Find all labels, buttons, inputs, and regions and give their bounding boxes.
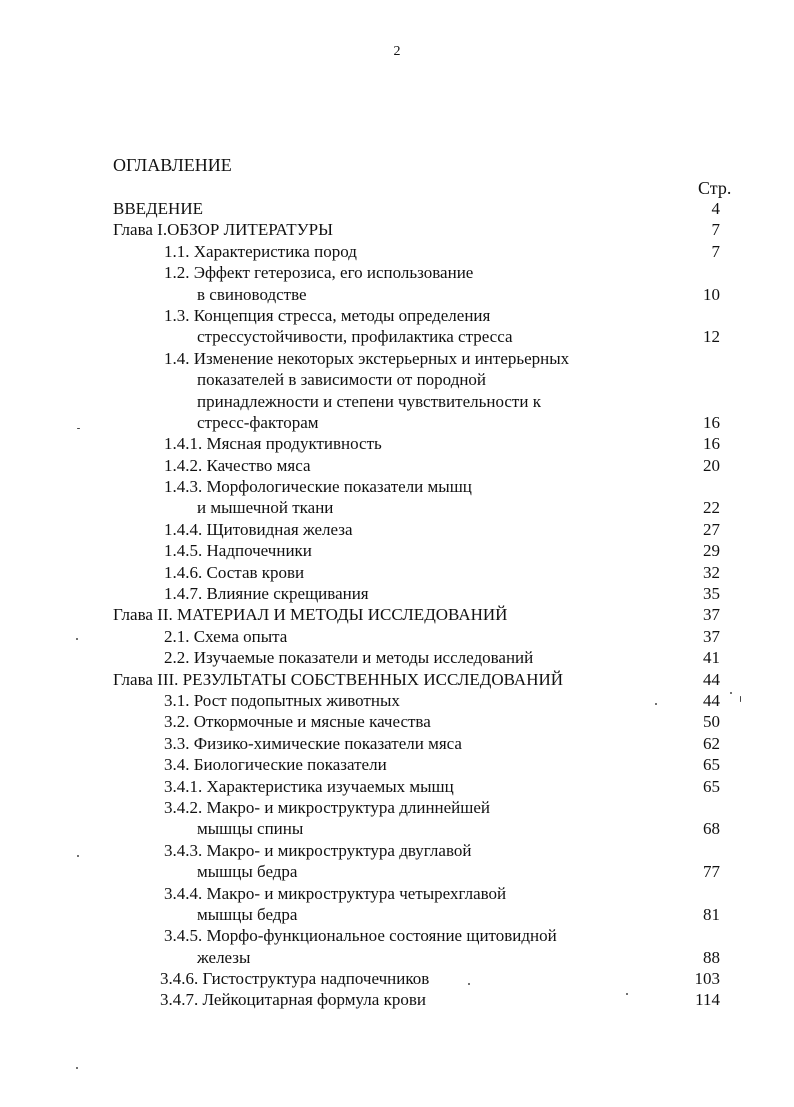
toc-entry-text: стресс-факторам [197,412,319,432]
toc-entry-text: 3.4.5. Морфо-функциональное состояние щитовидной [164,926,557,946]
toc-entry-text: показателей в зависимости от породной [197,370,487,390]
toc-entry [0,497,794,518]
toc-entry-text: в свиноводстве [197,284,307,304]
toc-entry-page: 37 [703,626,720,646]
toc-entry [0,968,794,989]
page-number: 2 [393,44,401,59]
toc-entry-page: 16 [703,412,720,432]
toc-entry [0,540,794,561]
toc-entry [0,369,794,390]
toc-entry [0,669,794,690]
toc-entry-text: 1.4.6. Состав крови [164,562,305,582]
toc-entry [0,262,794,283]
toc-entry [0,583,794,604]
toc-entry-page: 114 [695,990,720,1010]
toc-entry [0,241,794,262]
toc-entry-text: ВВЕДЕНИЕ [113,199,203,218]
toc-entry-page: 29 [703,541,720,561]
page-column-header: Стр. [698,178,732,198]
toc-entry-page: 62 [703,733,720,753]
toc-entry [0,776,794,797]
toc-entry-text: 1.4. Изменение некоторых экстерьерных и интерьерных [164,348,570,368]
toc-entry-page: 37 [703,605,720,625]
toc-entry-text: 3.4.2. Макро- и микроструктура длиннейшей [164,797,491,817]
toc-entry [0,391,794,412]
toc-entry-page: 41 [703,648,720,668]
toc-entry-text: 3.4.6. Гистоструктура надпочечников [160,969,430,989]
toc-entry-text: 3.1. Рост подопытных животных [164,690,400,710]
toc-entry-text: 1.4.5. Надпочечники [164,541,312,561]
toc-entry-page: 7 [711,241,720,261]
toc-entry [0,348,794,369]
toc-entry-text: стрессустойчивости, профилактика стресса [197,327,513,347]
toc-entry [0,690,794,711]
toc-entry [0,476,794,497]
toc-entry [0,711,794,732]
toc-entry [0,305,794,326]
toc-entry [0,733,794,754]
toc-entry-page: 12 [703,327,720,347]
toc-entry-page: 32 [703,562,720,582]
toc-entry-text: Глава II. МАТЕРИАЛ И МЕТОДЫ ИССЛЕДОВАНИЙ [113,605,508,625]
toc-entry-text: 3.4.4. Макро- и микроструктура четырехглавой [164,883,507,903]
toc-entry-page: 7 [711,220,720,240]
toc-entry-page: 10 [703,284,720,304]
toc-entry-page: 44 [703,669,720,689]
toc-entry-text: 2.2. Изучаемые показатели и методы исследований [164,648,534,668]
table-of-contents [0,198,794,1011]
toc-entry-text: и мышечной ткани [197,498,334,518]
toc-entry-page: 22 [703,498,720,518]
scan-speck [626,993,628,995]
toc-entry-text: Глава I.ОБЗОР ЛИТЕРАТУРЫ [113,220,333,240]
toc-entry-page: 65 [703,755,720,775]
toc-entry [0,284,794,305]
toc-entry [0,198,794,219]
toc-entry-page: 88 [703,947,720,967]
toc-entry [0,519,794,540]
scan-speck [76,1067,78,1069]
toc-title: ОГЛАВЛЕНИЕ [113,155,232,175]
toc-entry [0,626,794,647]
toc-entry-page: 68 [703,819,720,839]
toc-entry-page: 65 [703,776,720,796]
toc-entry-page: 44 [703,690,720,710]
toc-entry-text: Глава III. РЕЗУЛЬТАТЫ СОБСТВЕННЫХ ИССЛЕДОВАНИЙ [113,669,564,689]
toc-entry-page: 16 [703,434,720,454]
toc-entry-text: 1.4.7. Влияние скрещивания [164,584,369,604]
toc-entry-page: 35 [703,584,720,604]
toc-entry [0,562,794,583]
scan-speck [468,983,470,985]
toc-entry [0,797,794,818]
scan-speck [77,855,79,857]
toc-entry-page: 50 [703,712,720,732]
toc-entry-page: 77 [703,862,720,882]
toc-entry [0,219,794,240]
toc-entry [0,989,794,1010]
toc-entry-text: 1.3. Концепция стресса, методы определения [164,305,491,325]
toc-entry-text: 3.4. Биологические показатели [164,755,387,775]
toc-entry-page: 81 [703,904,720,924]
toc-entry [0,818,794,839]
toc-entry-text: 1.4.4. Щитовидная железа [164,519,353,539]
scan-speck [655,703,657,705]
toc-entry-text: 2.1. Схема опыта [164,626,288,646]
toc-entry-text: 3.4.7. Лейкоцитарная формула крови [160,990,426,1010]
toc-entry-text: мышцы бедра [197,862,298,882]
toc-entry [0,412,794,433]
toc-entry-text: мышцы бедра [197,904,298,924]
toc-entry-page: 103 [694,969,720,989]
toc-entry-text: 3.2. Откормочные и мясные качества [164,712,431,732]
toc-entry [0,925,794,946]
toc-entry-text: 1.4.1. Мясная продуктивность [164,434,382,454]
toc-entry [0,455,794,476]
toc-entry-text: 3.4.3. Макро- и микроструктура двуглавой [164,840,472,860]
scan-speck [77,428,80,429]
toc-entry [0,754,794,775]
toc-entry-page: 4 [711,199,720,218]
scan-speck [76,638,78,640]
toc-entry-text: 1.1. Характеристика пород [164,241,357,261]
toc-entry-text: мышцы спины [197,819,304,839]
toc-entry [0,647,794,668]
toc-entry-text: 3.4.1. Характеристика изучаемых мышц [164,776,454,796]
toc-entry [0,604,794,625]
toc-entry-page: 27 [703,519,720,539]
toc-entry [0,947,794,968]
toc-entry [0,883,794,904]
toc-entry [0,433,794,454]
toc-entry-text: принадлежности и степени чувствительности к [197,391,541,411]
toc-entry [0,904,794,925]
toc-entry [0,326,794,347]
scan-speck [740,696,741,702]
toc-entry-text: 1.2. Эффект гетерозиса, его использование [164,263,474,283]
toc-entry [0,840,794,861]
toc-entry-text: 3.3. Физико-химические показатели мяса [164,733,462,753]
toc-entry-text: 1.4.2. Качество мяса [164,455,311,475]
toc-entry-page: 20 [703,455,720,475]
toc-entry-text: 1.4.3. Морфологические показатели мышц [164,477,472,497]
toc-entry [0,861,794,882]
scan-speck [730,692,732,694]
toc-entry-text: железы [197,947,251,967]
